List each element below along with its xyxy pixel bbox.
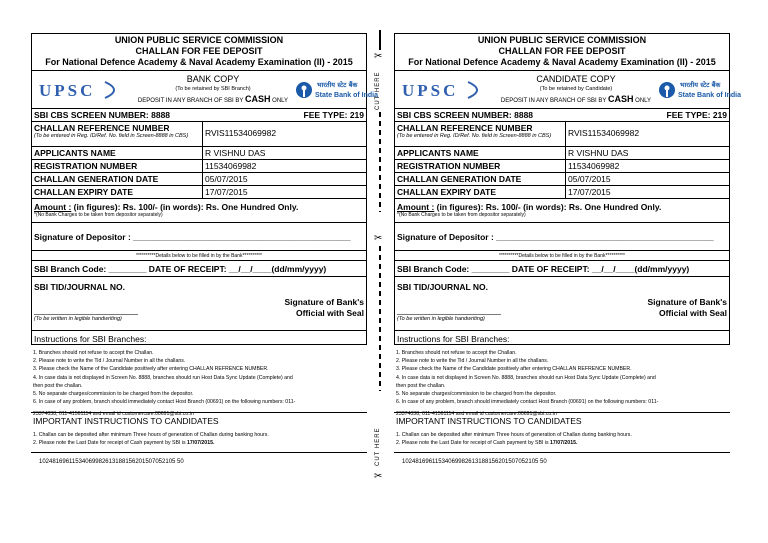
challan-ref-label: CHALLAN REFERENCE NUMBER (34, 123, 170, 133)
expiry-label: CHALLAN EXPIRY DATE (34, 187, 134, 197)
fee-type: FEE TYPE: 219 (666, 110, 727, 120)
amount-row (32, 198, 366, 222)
registration-label: REGISTRATION NUMBER (34, 161, 138, 171)
tid-line: ______________________ (34, 305, 139, 315)
bank-note: **********Details below to be filled in by the Bank********** (499, 253, 625, 259)
instruction-item: 5. No separate charges/commission to be charged from the depositor. (33, 391, 194, 398)
retained-note: (To be retained by Candidate) (539, 86, 613, 92)
challan-ref-row (32, 121, 366, 146)
instruction-item: then post the challan. (396, 382, 446, 389)
copy-title: CANDIDATE COPY (536, 74, 616, 84)
challan-header (32, 34, 366, 70)
expiry-label: CHALLAN EXPIRY DATE (397, 187, 497, 197)
cut-here-label: CUT HERE (375, 427, 381, 466)
upsc-logo-text: UPSC (39, 81, 96, 100)
candidate-copy (394, 33, 742, 465)
instruction-item: 4. In case data is not displayed in Screen No. 8888, branches should run Host Data Sync Update (Complete) and (396, 374, 656, 381)
fee-type: FEE TYPE: 219 (303, 110, 364, 120)
tid-label: SBI TID/JOURNAL NO. (397, 282, 488, 292)
deposit-note: DEPOSIT IN ANY BRANCH OF SBI BY CASH ONLY (137, 94, 289, 104)
instruction-item: 5. No separate charges/commission to be charged from the depositor. (396, 391, 557, 398)
challan-ref-value: RVIS11534069982 (205, 128, 277, 138)
challan-ref-note: (To be entered in Reg. ID/Ref. No. field in Screen-8888 in CBS) (34, 133, 189, 139)
bank-official-signature: Signature of Bank's (284, 297, 364, 307)
sbi-hindi-text: भारतीय स्टेट बैंक (317, 81, 358, 89)
legible-note: (To be written in legible handwriting) (397, 316, 485, 322)
challan-ref-note: (To be entered in Reg. ID/Ref. No. field in Screen-8888 in CBS) (397, 133, 552, 139)
copy-title: BANK COPY (186, 74, 240, 84)
branch-code: SBI Branch Code: ________ DATE OF RECEIPT: __/__/____(dd/mm/yyyy) (397, 264, 690, 274)
bank-official-signature: Signature of Bank's (647, 297, 727, 307)
screen-row (395, 108, 729, 121)
challan-title: CHALLAN FOR FEE DEPOSIT (135, 46, 263, 56)
upsc-logo (398, 78, 494, 102)
cut-dash (379, 112, 381, 212)
challan-title: CHALLAN FOR FEE DEPOSIT (498, 46, 626, 56)
cut-dash (379, 30, 381, 50)
barcode-number: 10248169611534069982613188156201507052105 50 (39, 459, 184, 465)
tid-label: SBI TID/JOURNAL NO. (34, 282, 125, 292)
gen-date-row (395, 172, 729, 185)
legible-note: (To be written in legible handwriting) (34, 316, 122, 322)
scissors-icon: ✂ (374, 471, 383, 482)
candidate-item: 1. Challan can be deposited after minimum Three hours of generation of Challan during banking hours. (33, 432, 269, 438)
barcode-number: 10248169611534069982613188156201507052105 50 (402, 459, 547, 465)
upsc-logo-text: UPSC (402, 81, 459, 100)
depositor-signature-row (32, 222, 366, 250)
instruction-item: 23374038, 011-41561114 and email id customercare.00691@sbi.co.in (33, 411, 194, 418)
applicant-value: R VISHNU DAS (205, 148, 266, 158)
instruction-item: then post the challan. (33, 382, 83, 389)
sbi-instructions-title: Instructions for SBI Branches: (31, 331, 367, 345)
commission-title: UNION PUBLIC SERVICE COMMISSION (477, 35, 647, 45)
screen-row (32, 108, 366, 121)
cut-here-label: CUT HERE (375, 71, 381, 110)
scissors-icon: ✂ (374, 51, 383, 62)
branch-code-row (32, 260, 366, 276)
amount-note: *(No Bank Charges to be taken from depositor separately) (397, 212, 526, 218)
sbi-hindi-text: भारतीय स्टेट बैंक (680, 81, 721, 89)
amount-text: Amount : (in figures): Rs. 100/- (in words): Rs. One Hundred Only. (397, 202, 662, 212)
commission-title: UNION PUBLIC SERVICE COMMISSION (114, 35, 284, 45)
upsc-logo (35, 78, 131, 102)
scissors-icon: ✂ (374, 233, 383, 244)
registration-row (32, 159, 366, 172)
instruction-item: 6. In case of any problem, branch should immediately contact Host Branch (00691) on the following numbers: 011- (33, 399, 296, 406)
expiry-value: 17/07/2015 (205, 187, 248, 197)
screen-number: SBI CBS SCREEN NUMBER: 8888 (34, 110, 171, 120)
registration-label: REGISTRATION NUMBER (397, 161, 501, 171)
applicant-value: R VISHNU DAS (568, 148, 629, 158)
candidate-item: 1. Challan can be deposited after minimum Three hours of generation of Challan during banking hours. (396, 432, 632, 438)
gen-date-row (32, 172, 366, 185)
depositor-signature: Signature of Depositor : ______________________________________________ (34, 232, 351, 242)
exam-title: For National Defence Academy & Naval Academy Examination (II) - 2015 (408, 57, 716, 67)
gen-date-label: CHALLAN GENERATION DATE (34, 174, 159, 184)
amount-row (395, 198, 729, 222)
candidate-instructions-title: IMPORTANT INSTRUCTIONS TO CANDIDATES (31, 412, 367, 427)
sbi-logo-text: State Bank of India (315, 92, 379, 99)
copy-title-block (132, 74, 294, 106)
candidate-item: 2. Please note the Last Date for receipt of Cash payment by SBI is 17/07/2015. (396, 440, 578, 447)
deposit-note: DEPOSIT IN ANY BRANCH OF SBI BY CASH ONLY (500, 94, 652, 104)
cut-line (366, 30, 394, 495)
screen-number: SBI CBS SCREEN NUMBER: 8888 (397, 110, 534, 120)
exam-title: For National Defence Academy & Naval Academy Examination (II) - 2015 (45, 57, 353, 67)
challan-ref-value: RVIS11534069982 (568, 128, 640, 138)
depositor-signature-row (395, 222, 729, 250)
instruction-item: 3. Please check the Name of the Candidate positively after entering CHALLAN REFRENCE NUMBER. (396, 366, 632, 373)
sbi-instructions-title: Instructions for SBI Branches: (394, 331, 730, 345)
candidate-instructions-list (394, 427, 730, 453)
sbi-instructions-list (394, 345, 730, 418)
registration-value: 11534069982 (205, 161, 257, 171)
challan-ref-row (395, 121, 729, 146)
applicant-label: APPLICANTS NAME (34, 148, 116, 158)
candidate-item: 2. Please note the Last Date for receipt of Cash payment by SBI is 17/07/2015. (33, 440, 215, 447)
applicant-row (395, 146, 729, 159)
instruction-item: 23374038, 011-41561114 and email id customercare.00691@sbi.co.in (396, 411, 557, 418)
bank-note: **********Details below to be filled in by the Bank********** (136, 253, 262, 259)
expiry-row (32, 185, 366, 198)
applicant-label: APPLICANTS NAME (397, 148, 479, 158)
registration-row (395, 159, 729, 172)
instruction-item: 1. Branches should not refuse to accept the Challan. (33, 350, 154, 356)
gen-date-label: CHALLAN GENERATION DATE (397, 174, 522, 184)
instruction-item: 2. Please note to write the Tid / Journal Number in all the challans. (396, 358, 549, 365)
expiry-row (395, 185, 729, 198)
instruction-item: 1. Branches should not refuse to accept the Challan. (396, 350, 517, 356)
logo-band (395, 70, 742, 108)
depositor-signature: Signature of Depositor : ______________________________________________ (397, 232, 714, 242)
candidate-instructions-title: IMPORTANT INSTRUCTIONS TO CANDIDATES (394, 412, 730, 427)
instruction-item: 2. Please note to write the Tid / Journal Number in all the challans. (33, 358, 186, 365)
amount-note: *(No Bank Charges to be taken from depositor separately) (34, 212, 163, 218)
instruction-item: 3. Please check the Name of the Candidate positively after entering CHALLAN REFRENCE NUMBER. (33, 366, 269, 373)
retained-note: (To be retained by SBI Branch) (175, 86, 251, 92)
bank-official-seal: Official with Seal (658, 308, 727, 318)
gen-date-value: 05/07/2015 (568, 174, 611, 184)
bank-note-row (395, 250, 729, 260)
sbi-instructions-list (31, 345, 367, 418)
branch-code: SBI Branch Code: ________ DATE OF RECEIPT: __/__/____(dd/mm/yyyy) (34, 264, 327, 274)
tid-line: ______________________ (397, 305, 502, 315)
tid-row (395, 276, 729, 330)
bank-note-row (32, 250, 366, 260)
instruction-item: 6. In case of any problem, branch should immediately contact Host Branch (00691) on the following numbers: 011- (396, 399, 659, 406)
cut-dash (379, 246, 381, 391)
instruction-item: 4. In case data is not displayed in Screen No. 8888, branches should run Host Data Sync Update (Complete) and (33, 374, 293, 381)
candidate-instructions-list (31, 427, 367, 453)
sbi-logo (295, 77, 379, 103)
challan-box (394, 33, 742, 331)
expiry-value: 17/07/2015 (568, 187, 611, 197)
copy-title-block (495, 74, 657, 106)
gen-date-value: 05/07/2015 (205, 174, 248, 184)
registration-value: 11534069982 (568, 161, 620, 171)
applicant-row (32, 146, 366, 159)
sbi-logo-text: State Bank of India (678, 92, 742, 99)
challan-ref-label: CHALLAN REFERENCE NUMBER (397, 123, 533, 133)
tid-row (32, 276, 366, 330)
challan-header (395, 34, 729, 70)
sbi-logo (658, 77, 742, 103)
branch-code-row (395, 260, 729, 276)
bank-official-seal: Official with Seal (295, 308, 364, 318)
amount-text: Amount : (in figures): Rs. 100/- (in words): Rs. One Hundred Only. (34, 202, 299, 212)
